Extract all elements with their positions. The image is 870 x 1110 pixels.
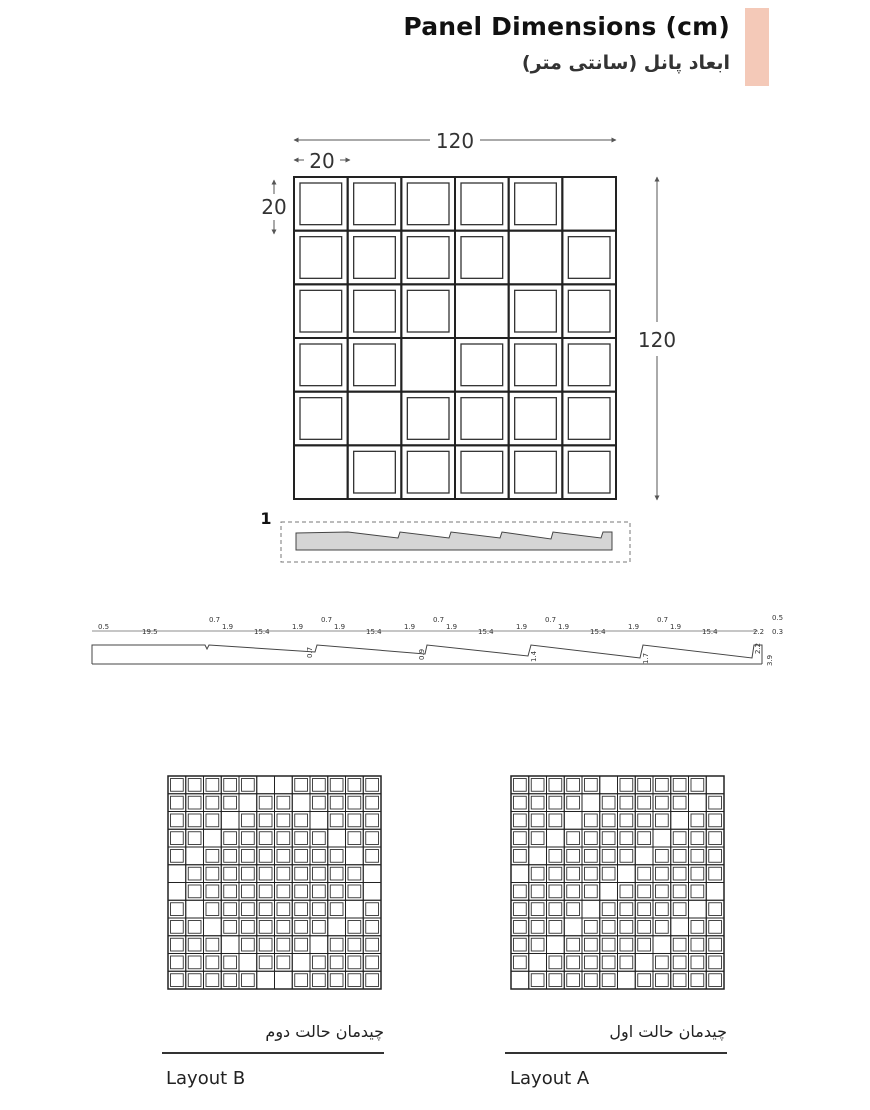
profile-label: 1.9: [404, 623, 416, 631]
layout-a-divider: [505, 1052, 727, 1054]
layout-b-grid: [167, 775, 382, 990]
profile-label: 19.5: [142, 628, 158, 636]
profile-label: 0.5: [98, 623, 110, 631]
tile-height-label: 20: [261, 195, 287, 219]
profile-label: 1.9: [516, 623, 528, 631]
profile-label: 1.9: [558, 623, 570, 631]
profile-label: 0.7: [209, 616, 221, 624]
profile-label: 0.7: [545, 616, 557, 624]
profile-label: 15.4: [478, 628, 494, 636]
layout-b-divider: [162, 1052, 384, 1054]
profile-vertical-label: 3.9: [766, 654, 774, 666]
cross-section-profile: [296, 532, 612, 550]
page-title: Panel Dimensions (cm): [403, 12, 730, 41]
profile-label: 15.4: [702, 628, 718, 636]
panel-grid: [294, 177, 616, 499]
profile-vertical-label: 1.4: [530, 650, 538, 662]
height-label: 120: [637, 328, 677, 352]
profile-label: 2.2: [753, 628, 765, 636]
profile-label: 1.9: [628, 623, 640, 631]
profile-outline: [92, 642, 762, 664]
profile-label: 0.7: [433, 616, 445, 624]
profile-vertical-label: 0.9: [418, 648, 426, 660]
profile-label: 1.9: [222, 623, 234, 631]
layout-a-caption-persian: چیدمان حالت اول: [609, 1022, 727, 1041]
profile-vertical-label: 1.7: [642, 652, 650, 664]
section-marker: 1: [260, 509, 272, 528]
profile-label: 15.4: [254, 628, 270, 636]
profile-label: 1.9: [670, 623, 682, 631]
profile-label: 0.7: [657, 616, 669, 624]
profile-label: 1.9: [446, 623, 458, 631]
profile-label: 1.9: [334, 623, 346, 631]
layout-b-caption: Layout B: [166, 1068, 246, 1089]
layout-a-caption: Layout A: [510, 1068, 590, 1089]
layout-b-caption-persian: چیدمان حالت دوم: [265, 1022, 384, 1041]
profile-label: 0.5: [772, 614, 784, 622]
profile-detail: [0, 600, 870, 680]
profile-vertical-label: 0.7: [306, 646, 314, 658]
page-title-persian: ابعاد پانل (سانتی متر): [521, 52, 730, 74]
profile-label: 1.9: [292, 623, 304, 631]
profile-label: 15.4: [366, 628, 382, 636]
tile-width-label: 20: [309, 149, 335, 173]
profile-label: 0.7: [321, 616, 333, 624]
width-label: 120: [435, 129, 475, 153]
profile-label: 15.4: [590, 628, 606, 636]
profile-label: 0.3: [772, 628, 784, 636]
profile-vertical-label: 2.2: [754, 642, 762, 654]
profile-dimension-labels: [98, 614, 783, 636]
layout-a-grid: [510, 775, 725, 990]
